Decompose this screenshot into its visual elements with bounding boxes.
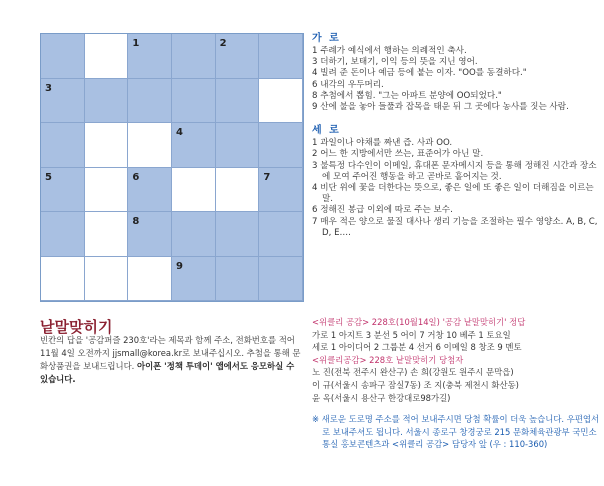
clue-number: 1	[132, 38, 140, 49]
grid-cell[interactable]	[41, 257, 85, 302]
grid-cell[interactable]	[128, 123, 172, 168]
clue-number: 7	[263, 171, 271, 183]
grid-cell[interactable]	[85, 123, 129, 168]
down-clue: 7 매우 적은 양으로 물질 대사나 생리 기능을 조절하는 필수 영양소. A, B, C, D, E….	[312, 216, 598, 238]
grid-cell[interactable]	[216, 257, 260, 302]
grid-cell[interactable]	[85, 257, 129, 302]
down-clue: 6 정해진 봉급 이외에 따로 주는 보수.	[312, 205, 453, 216]
across-clue: 6 내각의 우두머리.	[312, 79, 384, 90]
grid-cell[interactable]	[172, 34, 216, 79]
grid-cell[interactable]	[41, 34, 85, 79]
grid-cell[interactable]	[259, 123, 303, 168]
app-entry-note: 아이폰 '정책 투데이' 앱에서도 응모하실 수 있습니다.	[40, 361, 295, 384]
down-title: 세 로	[312, 125, 341, 137]
down-clue: 4 비단 위에 꽃을 더한다는 뜻으로, 좋은 일에 또 좋은 일이 더해짐을 이르는 말.	[312, 183, 594, 205]
grid-cell[interactable]	[41, 123, 85, 168]
across-clue: 1 주례가 예식에서 행하는 의례적인 축사.	[312, 46, 467, 56]
answers-panel	[312, 316, 602, 451]
grid-cell[interactable]	[172, 257, 216, 302]
answers-down: 세로 1 아이디어 2 그룹분 4 선거 6 이메일 8 창조 9 멘토	[312, 342, 522, 353]
address-note: ※ 새로운 도로명 주소를 적어 보내주시면 당첨 확률이 더욱 높습니다. 우편엽서로 보내주셔도 됩니다. 서울시 종로구 창경궁로 215 문화체육관광부 국민소통실 홍보콘텐츠과 <위클리 공감> 담당자 앞 (우 : 110-360)	[312, 414, 600, 450]
across-clue: 3 더하기, 보태기, 이익 등의 뜻을 지닌 영어.	[312, 57, 478, 68]
grid-cell[interactable]	[128, 168, 172, 213]
across-clue: 4 빌려 준 돈이나 예금 등에 붙는 이자. "OO를 동결하다."	[312, 68, 527, 79]
down-clue-list	[312, 138, 598, 239]
across-clue: 8 추첨에서 뽑힘. "그는 아파트 분양에 OO되었다."	[312, 90, 502, 101]
instructions-text: 빈칸의 답을 '공감퍼즐 230호'라는 제목과 함께 주소, 전화번호를 적어 11월 4일 오전까지 jjsmall@korea.kr로 보내주십시오. 추첨을 통해 문화상품권을 보내드립니다.	[40, 335, 301, 371]
grid-cell[interactable]	[216, 168, 260, 213]
grid-cell[interactable]	[216, 123, 260, 168]
winner-line: 노 진(전북 전주시 완산구) 손 희(강원도 원주시 문막읍)	[312, 367, 514, 378]
grid-cell[interactable]	[216, 212, 260, 257]
winners-header: <위클리공감> 228호 낱말맞히기 당첨자	[312, 354, 464, 365]
grid-cell[interactable]	[85, 79, 129, 124]
clue-number: 4	[176, 127, 183, 138]
crossword-grid	[40, 33, 304, 302]
grid-cell[interactable]	[41, 79, 85, 124]
grid-cell[interactable]	[128, 212, 172, 257]
grid-cell[interactable]	[41, 212, 85, 257]
grid-cell[interactable]	[216, 34, 260, 79]
across-clue-list	[312, 46, 598, 113]
grid-cell[interactable]	[259, 79, 303, 124]
grid-cell[interactable]	[128, 257, 172, 302]
down-clue: 3 불특정 다수인이 이메일, 휴대폰 문자메시지 등을 통해 정해진 시간과 장소에 모여 주어진 행동을 하고 곧바로 흩어지는 것.	[312, 160, 597, 182]
clue-number: 3	[45, 82, 52, 94]
down-clue: 1 과일이나 야채를 짜낸 즙. 사과 OO.	[312, 138, 453, 149]
grid-cell[interactable]	[259, 212, 303, 257]
across-clue: 9 산에 불을 놓아 들풀과 잡목을 태운 뒤 그 곳에다 농사를 짓는 사람.	[312, 102, 569, 113]
grid-cell[interactable]	[172, 168, 216, 213]
answers-header: <위클리 공감> 228호(10월14일) '공감 낱말맞히기' 정답	[312, 317, 526, 327]
clues-panel	[312, 32, 598, 239]
winner-line: 윤 옥(서울시 용산구 한강대로98가길)	[312, 392, 451, 403]
puzzle-title: 낱말맞히기	[40, 318, 113, 336]
down-clue: 2 어느 한 지방에서만 쓰는, 표준어가 아닌 말.	[312, 149, 484, 160]
grid-cell[interactable]	[85, 168, 129, 213]
grid-cell[interactable]	[216, 79, 260, 124]
clue-number: 6	[132, 171, 140, 183]
winner-line: 이 규(서울시 송파구 잠실7동) 조 지(충북 제천시 화산동)	[312, 379, 519, 390]
grid-cell[interactable]	[172, 123, 216, 168]
grid-cell[interactable]	[85, 34, 129, 79]
answers-across: 가로 1 아지트 3 분선 5 어이 7 거창 10 베주 1 토요일	[312, 329, 511, 340]
grid-cell[interactable]	[259, 168, 303, 213]
grid-cell[interactable]	[259, 34, 303, 79]
clue-number: 8	[132, 216, 140, 227]
across-title: 가 로	[312, 33, 341, 44]
grid-cell[interactable]	[85, 212, 129, 257]
clue-number: 5	[45, 171, 52, 183]
clue-number: 2	[219, 38, 227, 49]
grid-cell[interactable]	[172, 212, 216, 257]
clue-number: 9	[176, 260, 183, 272]
grid-cell[interactable]	[128, 79, 172, 124]
grid-cell[interactable]	[128, 34, 172, 79]
grid-cell[interactable]	[172, 79, 216, 124]
grid-cell[interactable]	[41, 168, 85, 213]
entry-instructions	[40, 334, 305, 386]
grid-cell[interactable]	[259, 257, 303, 302]
